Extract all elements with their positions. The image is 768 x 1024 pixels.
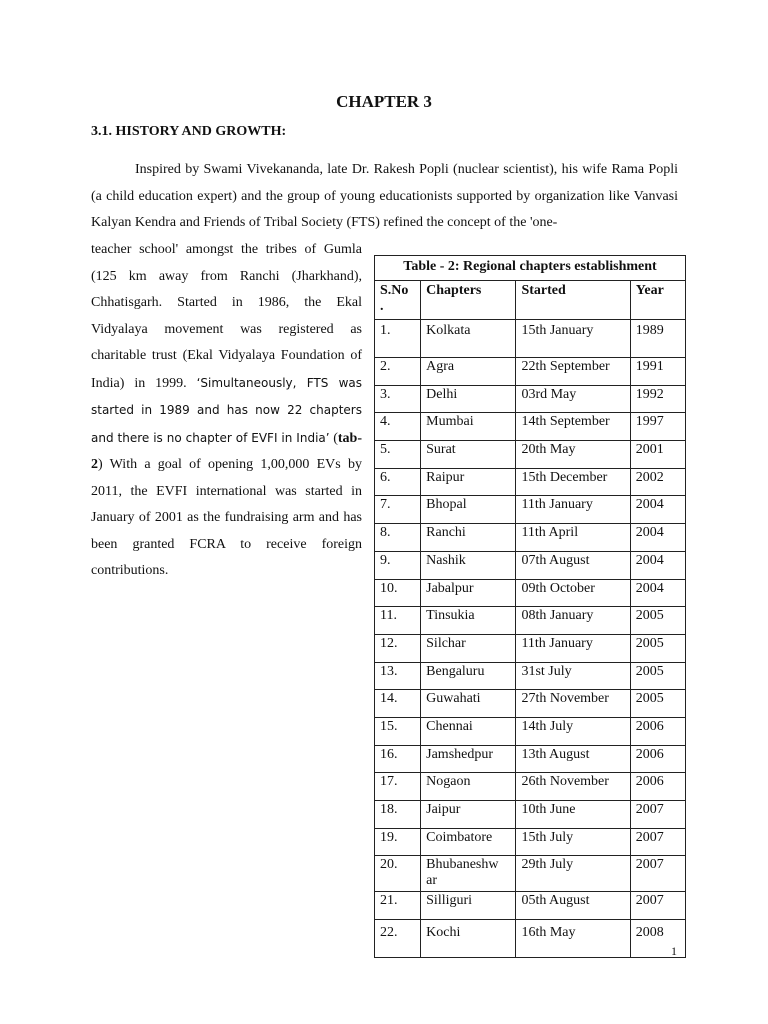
cell-year: 2006 (630, 773, 685, 801)
cell-chapter: Ranchi (421, 524, 516, 552)
table-row (375, 358, 686, 386)
cell-chapter: Nashik (421, 551, 516, 579)
cell-chapter: Nogaon (421, 773, 516, 801)
cell-chapter: Surat (421, 441, 516, 469)
cell-sno: 4. (375, 413, 421, 441)
table-row (375, 524, 686, 552)
cell-sno: 18. (375, 801, 421, 829)
cell-sno: 21. (375, 892, 421, 920)
cell-year: 2004 (630, 524, 685, 552)
section-heading: 3.1. HISTORY AND GROWTH: (91, 124, 287, 139)
header-started: Started (516, 281, 630, 320)
history-open-paren: ( (329, 430, 338, 446)
intro-paragraph-text: Inspired by Swami Vivekananda, late Dr. Rakesh Popli (nuclear scientist), his wife Rama Popli (a child education expert) and the group of young educationists supported by organization like Vanvasi Kalyan Kendra and Friends of Tribal Society (FTS) refined the concept of the 'one- (91, 162, 678, 230)
cell-year: 2004 (630, 551, 685, 579)
cell-chapter: Coimbatore (421, 828, 516, 856)
table-header-row (375, 281, 686, 320)
table-row (375, 413, 686, 441)
cell-started: 31st July (516, 662, 630, 690)
table-row (375, 662, 686, 690)
cell-year: 2006 (630, 745, 685, 773)
cell-year: 2002 (630, 468, 685, 496)
cell-year: 2006 (630, 717, 685, 745)
table-row (375, 745, 686, 773)
cell-started: 15th July (516, 828, 630, 856)
table-row (375, 690, 686, 718)
cell-chapter: Tinsukia (421, 607, 516, 635)
cell-chapter: Chennai (421, 717, 516, 745)
cell-sno: 11. (375, 607, 421, 635)
intro-paragraph (91, 157, 678, 237)
cell-started: 15th January (516, 320, 630, 358)
cell-started: 15th December (516, 468, 630, 496)
header-chapters: Chapters (421, 281, 516, 320)
cell-started: 11th April (516, 524, 630, 552)
cell-chapter: Kochi (421, 920, 516, 958)
cell-chapter: Silchar (421, 634, 516, 662)
header-sno: S.No . (375, 281, 421, 320)
cell-chapter: Silliguri (421, 892, 516, 920)
cell-year: 2008 (630, 920, 685, 958)
cell-started: 11th January (516, 496, 630, 524)
cell-year: 1991 (630, 358, 685, 386)
history-quote: ‘Simultaneously, FTS was started in 1989 and has now 22 chapters and there is no chapter of EVFI in India’ (91, 375, 362, 445)
cell-chapter: Bhopal (421, 496, 516, 524)
cell-chapter: Kolkata (421, 320, 516, 358)
table-row (375, 856, 686, 892)
cell-sno: 17. (375, 773, 421, 801)
cell-sno: 10. (375, 579, 421, 607)
cell-year: 2004 (630, 496, 685, 524)
page-number: 1 (671, 944, 677, 958)
cell-started: 05th August (516, 892, 630, 920)
cell-year: 1989 (630, 320, 685, 358)
table-row (375, 385, 686, 413)
table-caption: Table - 2: Regional chapters establishment (374, 255, 686, 280)
cell-started: 16th May (516, 920, 630, 958)
cell-sno: 13. (375, 662, 421, 690)
cell-started: 10th June (516, 801, 630, 829)
table-row (375, 441, 686, 469)
history-text-part2: ) With a goal of opening 1,00,000 EVs by 2011, the EVFI international was started in January of 2001 as the fundraising arm and has been granted FCRA to receive foreign contributions. (91, 457, 362, 578)
table-row (375, 920, 686, 958)
cell-sno: 16. (375, 745, 421, 773)
cell-sno: 8. (375, 524, 421, 552)
cell-started: 03rd May (516, 385, 630, 413)
cell-sno: 20. (375, 856, 421, 892)
cell-year: 2001 (630, 441, 685, 469)
table-row (375, 801, 686, 829)
cell-sno: 6. (375, 468, 421, 496)
cell-started: 07th August (516, 551, 630, 579)
table-row (375, 773, 686, 801)
cell-chapter: Jaipur (421, 801, 516, 829)
cell-started: 27th November (516, 690, 630, 718)
chapter-title: CHAPTER 3 (336, 92, 432, 111)
cell-chapter: Agra (421, 358, 516, 386)
cell-year: 2005 (630, 607, 685, 635)
cell-started: 22th September (516, 358, 630, 386)
cell-sno: 12. (375, 634, 421, 662)
cell-year: 2004 (630, 579, 685, 607)
table-row (375, 634, 686, 662)
cell-year: 2005 (630, 634, 685, 662)
cell-chapter: Bhubaneshw ar (421, 856, 516, 892)
cell-chapter: Guwahati (421, 690, 516, 718)
cell-year: 2005 (630, 662, 685, 690)
cell-year: 2007 (630, 801, 685, 829)
cell-started: 08th January (516, 607, 630, 635)
cell-sno: 9. (375, 551, 421, 579)
table-row (375, 496, 686, 524)
cell-started: 20th May (516, 441, 630, 469)
cell-started: 11th January (516, 634, 630, 662)
table-row (375, 717, 686, 745)
table-row (375, 468, 686, 496)
cell-chapter: Raipur (421, 468, 516, 496)
history-text-part1: teacher school' amongst the tribes of Gumla (125 km away from Ranchi (Jharkhand), Chhatisgarh. Started in 1986, the Ekal Vidyalaya movement was registered as charitable trust (Ekal Vidyalaya Foundation of India) in 1999. (91, 242, 362, 391)
table-row (375, 828, 686, 856)
cell-sno: 22. (375, 920, 421, 958)
cell-chapter: Jamshedpur (421, 745, 516, 773)
table-row (375, 607, 686, 635)
table-row (375, 551, 686, 579)
cell-chapter: Bengaluru (421, 662, 516, 690)
cell-chapter: Delhi (421, 385, 516, 413)
cell-started: 14th July (516, 717, 630, 745)
cell-started: 26th November (516, 773, 630, 801)
table-reference: tab-2 (91, 430, 362, 472)
cell-year: 2007 (630, 892, 685, 920)
cell-year: 1997 (630, 413, 685, 441)
cell-started: 14th September (516, 413, 630, 441)
cell-sno: 19. (375, 828, 421, 856)
header-year: Year (630, 281, 685, 320)
cell-chapter: Mumbai (421, 413, 516, 441)
cell-year: 2005 (630, 690, 685, 718)
cell-year: 2007 (630, 856, 685, 892)
cell-sno: 5. (375, 441, 421, 469)
cell-sno: 2. (375, 358, 421, 386)
history-paragraph (91, 237, 362, 585)
cell-chapter: Jabalpur (421, 579, 516, 607)
table-row (375, 579, 686, 607)
cell-sno: 3. (375, 385, 421, 413)
table-row (375, 320, 686, 358)
cell-sno: 14. (375, 690, 421, 718)
table-row (375, 892, 686, 920)
cell-started: 09th October (516, 579, 630, 607)
cell-started: 13th August (516, 745, 630, 773)
cell-started: 29th July (516, 856, 630, 892)
cell-sno: 1. (375, 320, 421, 358)
chapters-table (374, 255, 686, 958)
cell-sno: 15. (375, 717, 421, 745)
cell-year: 1992 (630, 385, 685, 413)
cell-year: 2007 (630, 828, 685, 856)
cell-sno: 7. (375, 496, 421, 524)
